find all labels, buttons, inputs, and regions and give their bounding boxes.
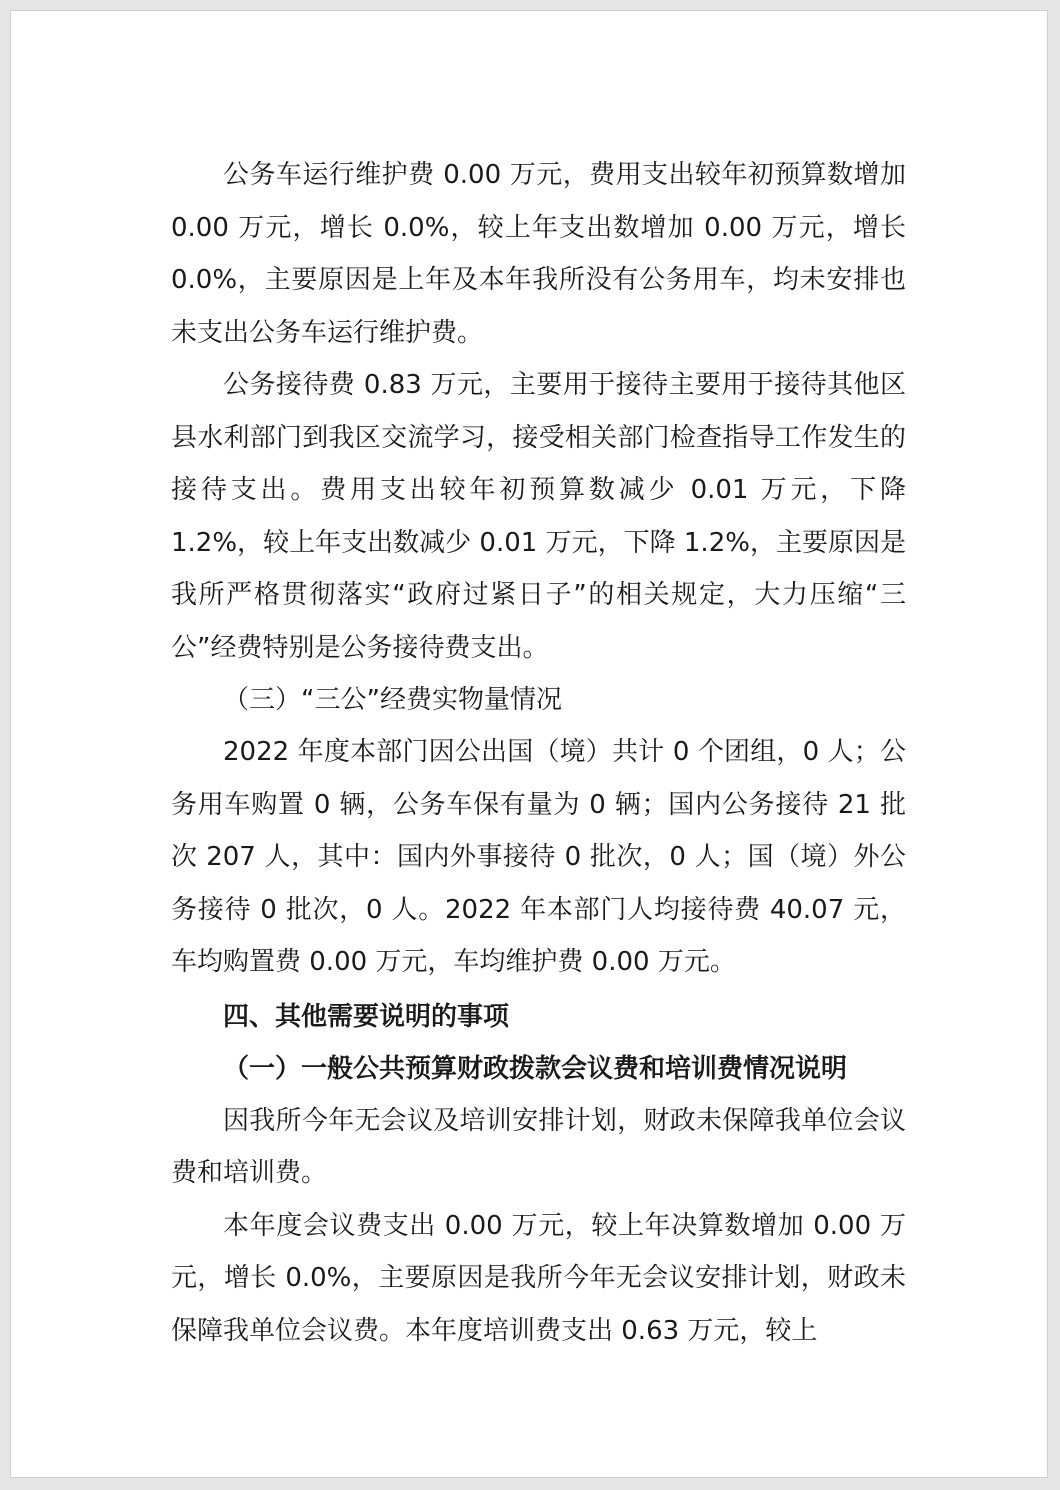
- paragraph-meeting-training-expense: 本年度会议费支出 0.00 万元，较上年决算数增加 0.00 万元，增长 0.0%，主要原因是我所今年无会议安排计划，财政未保障我单位会议费。本年度培训费支出 0.63 万元，较上: [171, 1210, 906, 1346]
- document-page: [10, 10, 1048, 1478]
- paragraph-vehicle-maintenance: 公务车运行维护费 0.00 万元，费用支出较年初预算数增加 0.00 万元，增长 0.0%，较上年支出数增加 0.00 万元，增长 0.0%，主要原因是上年及本年我所没有公务用车，均未安排也未支出公务车运行维护费。: [171, 160, 906, 348]
- section-heading-other-matters: 四、其他需要说明的事项: [223, 1001, 510, 1032]
- document-body: [171, 149, 906, 1357]
- paragraph-official-reception: 公务接待费 0.83 万元，主要用于接待主要用于接待其他区县水利部门到我区交流学习，接受相关部门检查指导工作发生的接待支出。费用支出较年初预算数减少 0.01 万元，下降 1.2%，较上年支出数减少 0.01 万元，下降 1.2%，主要原因是我所严格贯彻落实“政府过紧日子”的相关规定，大力压缩“三公”经费特别是公务接待费支出。: [171, 370, 906, 663]
- paragraph-physical-quantities: 2022 年度本部门因公出国（境）共计 0 个团组，0 人；公务用车购置 0 辆，公务车保有量为 0 辆；国内公务接待 21 批次 207 人，其中：国内外事接待 0 批次，0 人；国（境）外公务接待 0 批次，0 人。2022 年本部门人均接待费 40.07 元，车均购置费 0.00 万元，车均维护费 0.00 万元。: [171, 737, 906, 977]
- paragraph-no-meeting-plan: 因我所今年无会议及培训安排计划，财政未保障我单位会议费和培训费。: [171, 1105, 906, 1188]
- heading-three-public-physical: （三）“三公”经费实物量情况: [223, 685, 562, 715]
- heading-meeting-training: （一）一般公共预算财政拨款会议费和培训费情况说明: [223, 1053, 848, 1084]
